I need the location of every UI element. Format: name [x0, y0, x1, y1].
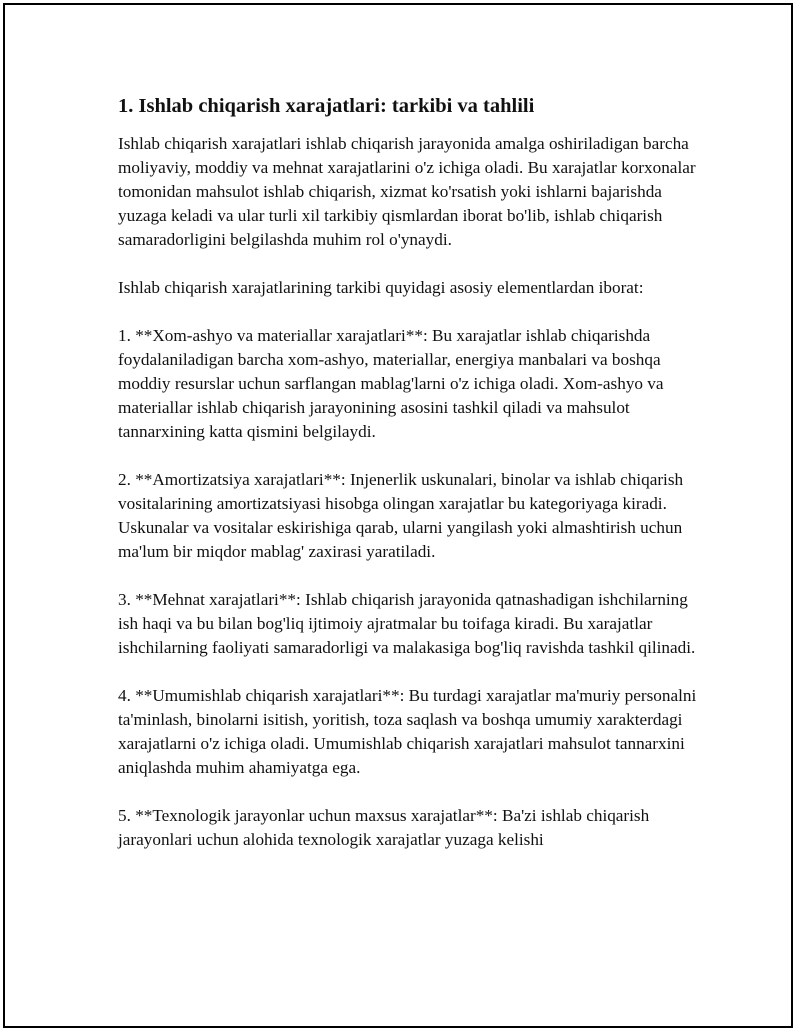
list-item-labor: 3. **Mehnat xarajatlari**: Ishlab chiqarish jarayonida qatnashadigan ishchilarning ish haqi va bu bilan bog'liq ijtimoiy ajratmalar bu toifaga kiradi. Bu xarajatlar ishchilarning faoliyati samaradorligi va malakasiga bog'liq ravishda tashkil qilinadi. — [118, 590, 696, 657]
composition-intro-paragraph: Ishlab chiqarish xarajatlarining tarkibi quyidagi asosiy elementlardan iborat: — [118, 278, 644, 297]
section-heading: 1. Ishlab chiqarish xarajatlari: tarkibi va tahlili — [118, 95, 535, 117]
list-item-raw-materials: 1. **Xom-ashyo va materiallar xarajatlari**: Bu xarajatlar ishlab chiqarishda foydalaniladigan barcha xom-ashyo, materiallar, energiya manbalari va boshqa moddiy resurslar uchun sarflangan mablag'larni o'z ichiga oladi. Xom-ashyo va materiallar ishlab chiqarish jarayonining asosini tashkil qiladi va mahsulot tannarxining katta qismini belgilaydi. — [118, 326, 664, 441]
document-body — [118, 92, 700, 876]
intro-paragraph: Ishlab chiqarish xarajatlari ishlab chiqarish jarayonida amalga oshiriladigan barcha moliyaviy, moddiy va mehnat xarajatlarini o'z ichiga oladi. Bu xarajatlar korxonalar tomonidan mahsulot ishlab chiqarish, xizmat ko'rsatish yoki ishlarni bajarishda yuzaga keladi va ular turli xil tarkibiy qismlardan iborat bo'lib, ishlab chiqarish samaradorligini belgilashda muhim rol o'ynaydi. — [118, 134, 696, 249]
list-item-depreciation: 2. **Amortizatsiya xarajatlari**: Injenerlik uskunalari, binolar va ishlab chiqarish vositalarining amortizatsiyasi hisobga olingan xarajatlar bu kategoriyaga kiradi. Uskunalar va vositalar eskirishiga qarab, ularni yangilash yoki almashtirish uchun ma'lum bir miqdor mablag' zaxirasi yaratiladi. — [118, 470, 684, 561]
list-item-technological: 5. **Texnologik jarayonlar uchun maxsus xarajatlar**: Ba'zi ishlab chiqarish jarayonlari uchun alohida texnologik xarajatlar yuzaga kelishi — [118, 806, 650, 849]
list-item-general-production: 4. **Umumishlab chiqarish xarajatlari**: Bu turdagi xarajatlar ma'muriy personalni ta'minlash, binolarni isitish, yoritish, toza saqlash va boshqa umumiy xarakterdagi xarajatlarni o'z ichiga oladi. Umumishlab chiqarish xarajatlari mahsulot tannarxini aniqlashda muhim ahamiyatga ega. — [118, 686, 697, 777]
